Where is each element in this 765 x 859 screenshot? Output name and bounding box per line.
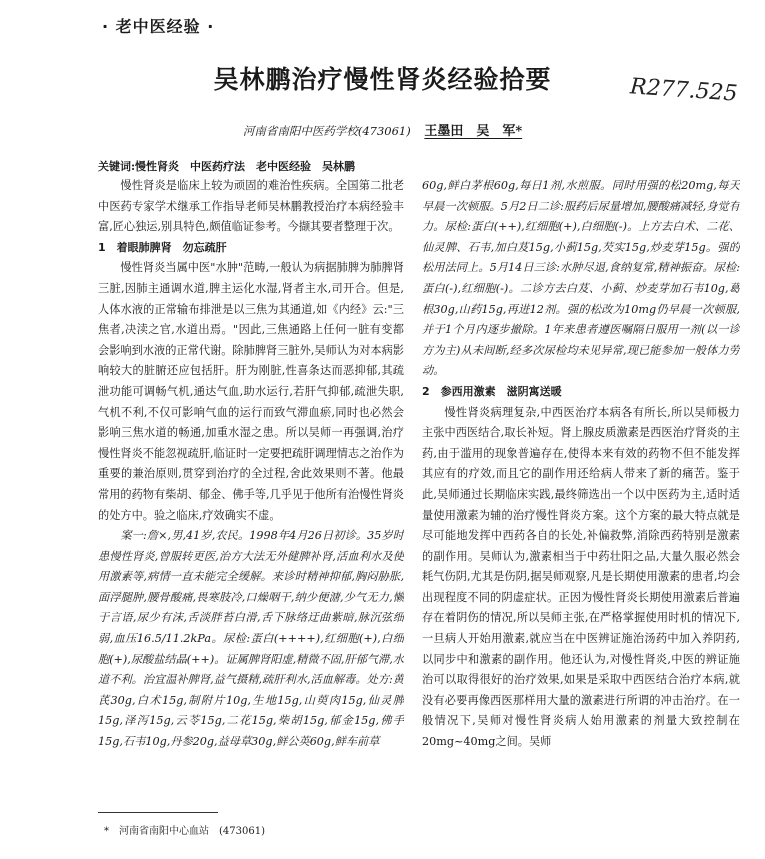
- body-paragraph: 慢性肾炎当属中医"水肿"范畴,一般认为病据肺脾为肺脾肾三脏,因肺主通调水道,脾主运化水湿,肾者主水,司开合。但是,人体水液的正常输布排泄是以三焦为其通道,如《内经》云:"三焦者,决渎之官,水道出焉。"因此,三焦通路上任何一脏有变都会影响到水液的正常代谢。除肺脾肾三脏外,吴师认为对本病影响较大的脏腑还应包括肝。肝为刚脏,性喜条达而恶抑郁,其疏泄功能可调畅气机,通达气血,助水运行,若肝气抑郁,疏泄失职,气机不利,不仅可影响气血的运行而致气滞血瘀,同时也必然会影响三焦水道的畅通,加重水湿之患。所以吴师一再强调,治疗慢性肾炎不能忽视疏肝,临证时一定要把疏肝调理情志之治作为重要的兼治原则,贯穿到治疗的全过程,舍此效果则不著。他最常用的药物有柴胡、郁金、佛手等,几乎见于他所有治慢性肾炎的处方中。验之临床,疗效确实不虚。: [98, 261, 404, 522]
- intro-paragraph: 慢性肾炎是临床上较为顽固的难治性疾病。全国第二批老中医药专家学术继承工作指导老师吴林鹏教授治疗本病经验丰富,匠心独运,别具特色,颇值临证参考。今撷其要者整理于次。: [98, 179, 404, 234]
- left-column: [98, 176, 404, 776]
- keywords: 关键词:慢性肾炎 中医药疗法 老中医经验 吴林鹏: [98, 160, 356, 173]
- authors: 王墨田 吴 军*: [424, 124, 523, 139]
- case-continuation: 60g,鲜白茅根60g,每日1剂,水煎服。同时用强的松20mg,每天早晨一次顿服。5月2日二诊:服药后尿量增加,腰酸痛减轻,身觉有力。尿检:蛋白(++),红细胞(+),白细胞(-)。上方去白术、二花、仙灵脾、石韦,加白芨15g,小蓟15g,芡实15g,炒麦芽15g。强的松用法同上。5月14日三诊:水肿尽退,食纳复常,精神振奋。尿检:蛋白(-),红细胞(-)。二诊方去白芨、小蓟、炒麦芽加石韦10g,葛根30g,山药15g,再进12剂。强的松改为10mg仍早晨一次顿服,并于1个月内逐步撤除。1年来患者遵医嘱隔日服用一剂(以一诊方为主)从未间断,经多次尿检均未见异常,现已能参加一般体力劳动。: [422, 179, 740, 378]
- handwritten-classification-note: R277.525: [629, 74, 739, 107]
- case-paragraph: 案一:詹×,男,41岁,农民。1998年4月26日初诊。35岁时患慢性肾炎,曾服转更医,治方大法无外健脾补肾,活血利水及使用激素等,病情一直未能完全缓解。来诊时精神抑郁,胸闷胁胀,面浮腿肿,腰骨酸痛,畏寒肢冷,口燥咽干,纳少便溏,少气无力,懒于言语,尿少有沫,舌淡胖苔白滑,舌下脉络迂曲紫暗,脉沉弦细弱,血压16.5/11.2kPa。尿检:蛋白(++++),红细胞(+),白细胞(+),尿酸盐结晶(++)。证属脾肾阳虚,精微不固,肝郁气滞,水道不利。治宜温补脾肾,益气摄精,疏肝利水,活血解毒。处方:黄芪30g,白术15g,制附片10g,生地15g,山萸肉15g,仙灵脾15g,泽泻15g,云苓15g,二花15g,柴胡15g,郁金15g,佛手15g,石韦10g,丹参20g,益母草30g,鲜公英60g,鲜车前草: [98, 529, 404, 749]
- affiliation-line: [0, 120, 765, 139]
- institution: 河南省南阳中医药学校(473061): [242, 124, 411, 138]
- section-heading-1: 1 着眼肺脾肾 勿忘疏肝: [98, 240, 227, 254]
- footnote: * 河南省南阳中心血站 (473061): [104, 826, 265, 837]
- footnote-rule: [98, 812, 218, 813]
- right-column: [422, 176, 740, 776]
- section-heading-2: 2 参西用激素 滋阴寓送暖: [422, 384, 562, 398]
- article-title: 吴林鹏治疗慢性肾炎经验拾要: [213, 65, 552, 94]
- column-tag: · 老中医经验 ·: [102, 17, 215, 36]
- body-paragraph: 慢性肾炎病理复杂,中西医治疗本病各有所长,所以吴师极力主张中西医结合,取长补短。肾上腺皮质激素是西医治疗肾炎的主药,由于滥用的现象普遍存在,使得本来有效的药物不但不能发挥其应有的疗效,而且它的副作用还给病人带来了新的痛苦。鉴于此,吴师通过长期临床实践,最终筛选出一个以中医药为主,适时适量使用激素为辅的治疗慢性肾炎方案。这个方案的最大特点就是尽可能地发挥中西药各自的长处,补偏救弊,消除西药特别是激素的副作用。吴师认为,激素相当于中药壮阳之品,大量久服必然会耗气伤阴,尤其是伤阴,据吴师观察,凡是长期使用激素的患者,均会出现程度不同的阴虚症状。正因为慢性肾炎长期使用激素后普遍存在着阴伤的情况,所以吴师主张,在严格掌握使用时机的情况下,一旦病人开始用激素,就应当在中医辨证施治汤药中加入养阴药,以同步中和激素的副作用。他还认为,对慢性肾炎,中医的辨证施治可以取得很好的治疗效果,如果是采取中西医结合治疗本病,就没有必要再像西医那样用大量的激素进行所谓的冲击治疗。在一般情况下,吴师对慢性肾炎病人始用激素的剂量大致控制在20mg~40mg之间。吴师: [422, 405, 740, 749]
